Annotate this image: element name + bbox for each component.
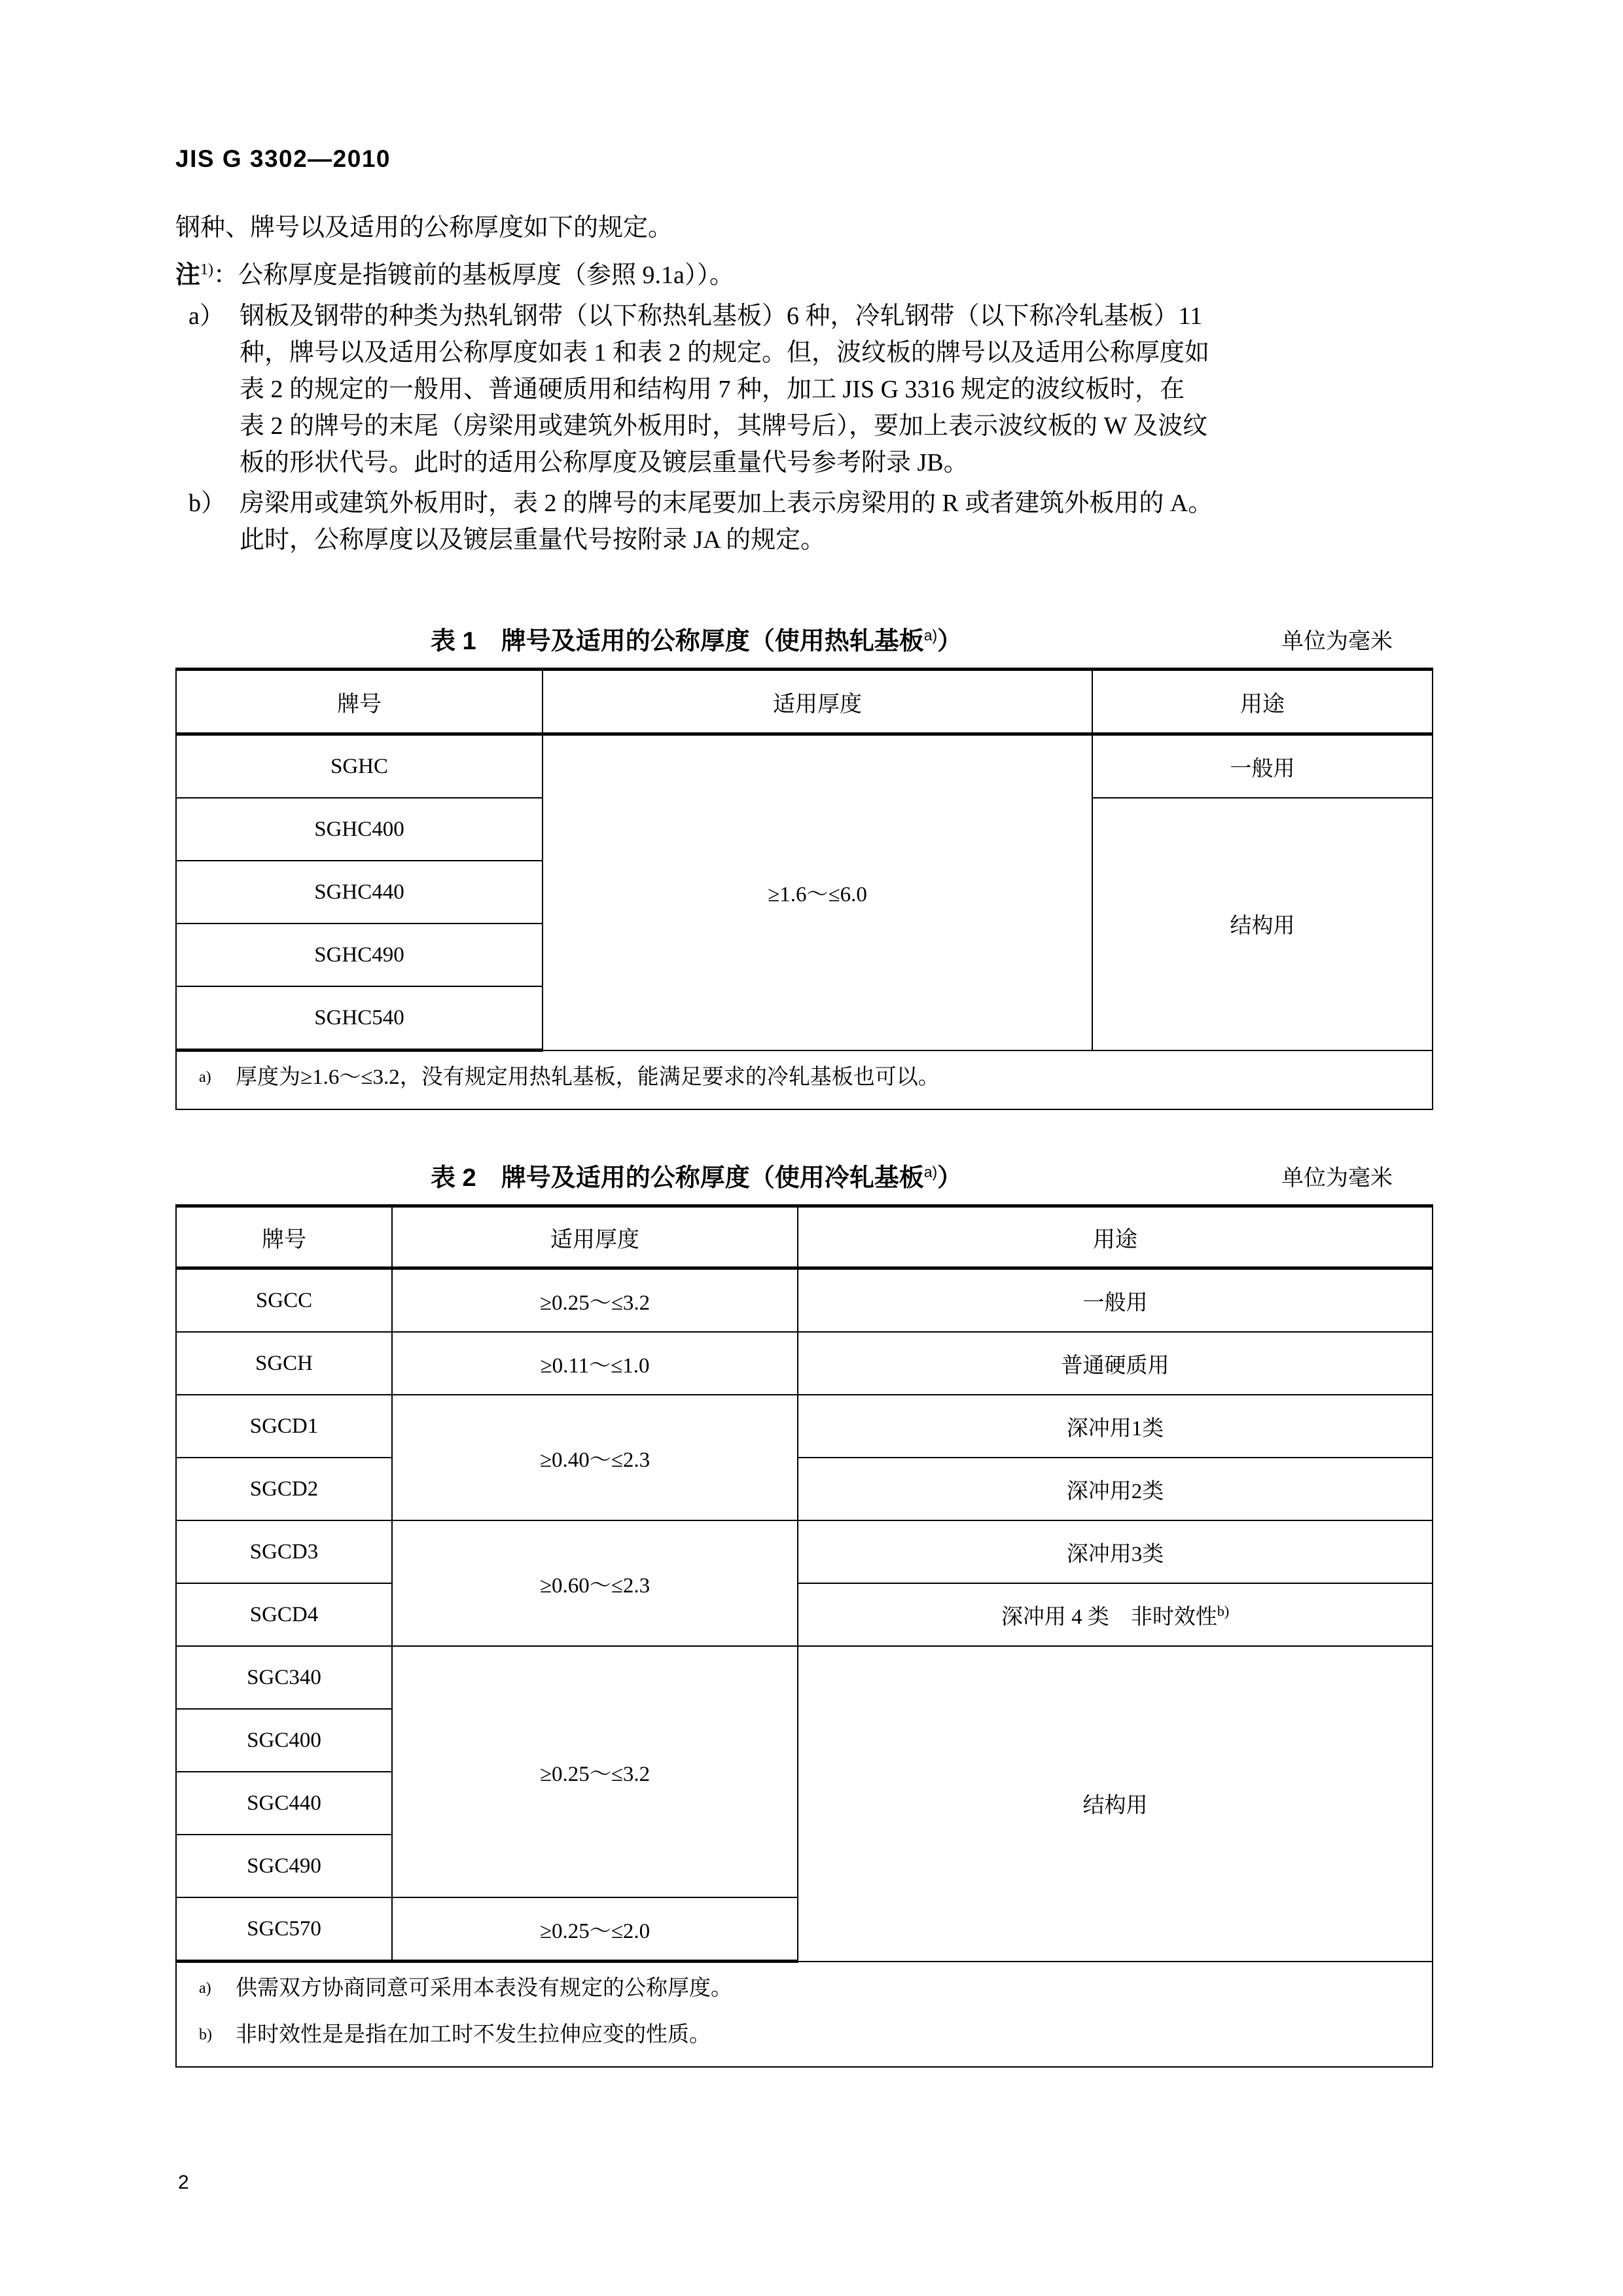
note-line	[175, 251, 1458, 294]
table2-thickness-sgch: ≥0.11～≤1.0	[392, 1332, 798, 1395]
table1-grade-4: SGHC490	[176, 924, 543, 986]
table2-unit-label: 单位为毫米	[1281, 1166, 1393, 1191]
table1-use-structural: 结构用	[1092, 798, 1433, 1050]
note-ref: 1)	[200, 261, 214, 278]
table2-thickness-sgcd34: ≥0.60～≤2.3	[392, 1520, 798, 1646]
table1-grade-3: SGHC440	[176, 861, 543, 924]
list-marker-b: b）	[188, 489, 226, 517]
table2-use-sgcc: 一般用	[798, 1268, 1433, 1333]
table-row	[176, 1332, 1433, 1395]
table2-use-sgch: 普通硬质用	[798, 1332, 1433, 1395]
table2-footnote-row-a	[176, 1962, 1433, 2015]
table1-footnote-mark-sup: a)	[199, 1069, 211, 1086]
table2-footnote-b-mark-sup: b)	[199, 2026, 212, 2043]
table2-grade-sgc440: SGC440	[176, 1772, 392, 1835]
list-a-line-5: 板的形状代号。此时的适用公称厚度及镀层重量代号参考附录 JB。	[240, 448, 969, 476]
intro-paragraph: 钢种、牌号以及适用的公称厚度如下的规定。	[175, 214, 673, 242]
table2-footnote-a-mark	[199, 1972, 236, 2011]
table2-caption-text: 表 2 牌号及适用的公称厚度（使用冷轧基板	[431, 1164, 924, 1192]
table2-footnote-a	[176, 1962, 1433, 2015]
list-b-line-1: 房梁用或建筑外板用时，表 2 的牌号的末尾要加上表示房梁用的 R 或者建筑外板用的 A。	[240, 489, 1213, 517]
table2	[175, 1204, 1433, 2068]
table2-footnote-a-text: 供需双方协商同意可采用本表没有规定的公称厚度。	[236, 1977, 732, 2000]
table-row	[176, 734, 1433, 798]
table2-use-structural: 结构用	[798, 1646, 1433, 1962]
list-item-a	[175, 298, 1458, 481]
table-row	[176, 1395, 1433, 1458]
table1-caption-suffix: ）	[937, 628, 963, 655]
table2-grade-sgc570: SGC570	[176, 1897, 392, 1962]
table-row	[176, 1646, 1433, 1709]
table2-caption-footnote-ref: a)	[923, 1163, 938, 1181]
table1-caption	[431, 620, 962, 656]
table2-grade-sgc490: SGC490	[176, 1835, 392, 1897]
table1-caption-text: 表 1 牌号及适用的公称厚度（使用热轧基板	[431, 628, 924, 655]
list-item-b	[175, 485, 1458, 558]
table-row	[176, 1583, 1433, 1646]
table1-caption-footnote-ref: a)	[923, 626, 938, 644]
table2-use-sgcd1: 深冲用1类	[798, 1395, 1433, 1458]
table-row	[176, 1458, 1433, 1520]
table1-footnote-row	[176, 1050, 1433, 1110]
table2-grade-sgch: SGCH	[176, 1332, 392, 1395]
table2-grade-sgc400: SGC400	[176, 1709, 392, 1772]
table2-use-sgcd3: 深冲用3类	[798, 1520, 1433, 1583]
note-label: 注	[175, 261, 201, 289]
table2-use-sgcd4	[798, 1583, 1433, 1646]
table1-grade-1: SGHC	[176, 734, 543, 798]
table2-use-sgcd4-text: 深冲用 4 类 非时效性	[1001, 1605, 1217, 1629]
table2-footnote-row-b	[176, 2015, 1433, 2067]
table1-grade-2: SGHC400	[176, 798, 543, 861]
table1	[175, 668, 1433, 1110]
table2-use-sgcd2: 深冲用2类	[798, 1458, 1433, 1520]
table-row	[176, 1520, 1433, 1583]
table1-col-grade: 牌号	[176, 670, 543, 734]
table2-col-use: 用途	[798, 1206, 1433, 1268]
table2-footnote-b-mark	[199, 2018, 236, 2057]
standard-header: JIS G 3302—2010	[175, 145, 391, 172]
table2-col-grade: 牌号	[176, 1206, 392, 1268]
table2-grade-sgc340: SGC340	[176, 1646, 392, 1709]
table2-col-thickness: 适用厚度	[392, 1206, 798, 1268]
table2-caption	[431, 1157, 962, 1193]
table2-grade-sgcd4: SGCD4	[176, 1583, 392, 1646]
table2-grade-sgcd3: SGCD3	[176, 1520, 392, 1583]
note-text: ：公称厚度是指镀前的基板厚度（参照 9.1a））。	[213, 261, 734, 289]
list-marker-a: a）	[188, 302, 224, 330]
table2-header-row	[176, 1206, 1433, 1268]
list-a-line-3: 表 2 的规定的一般用、普通硬质用和结构用 7 种，加工 JIS G 3316 规定的波纹板时，在	[240, 375, 1185, 403]
table2-thickness-sgcd12: ≥0.40～≤2.3	[392, 1395, 798, 1520]
table2-thickness-sgcc: ≥0.25～≤3.2	[392, 1268, 798, 1333]
list-a-line-2: 种，牌号以及适用公称厚度如表 1 和表 2 的规定。但，波纹板的牌号以及适用公称厚度如	[240, 338, 1210, 367]
list-b-line-2: 此时，公称厚度以及镀层重量代号按附录 JA 的规定。	[240, 526, 826, 554]
table2-caption-suffix: ）	[937, 1164, 963, 1192]
table1-col-use: 用途	[1092, 670, 1433, 734]
list-a-line-4: 表 2 的牌号的末尾（房梁用或建筑外板用时，其牌号后），要加上表示波纹板的 W 及波纹	[240, 412, 1208, 440]
table2-grade-sgcd1: SGCD1	[176, 1395, 392, 1458]
table1-unit-label: 单位为毫米	[1281, 630, 1393, 654]
table1-footnote-mark	[199, 1061, 236, 1100]
table1-thickness-all: ≥1.6～≤6.0	[543, 734, 1092, 1050]
table2-use-sgcd4-footnote-ref: b)	[1217, 1602, 1230, 1619]
table1-caption-row	[175, 620, 1458, 657]
body-text	[175, 209, 1458, 558]
table2-thickness-sgc-struct: ≥0.25～≤3.2	[392, 1646, 798, 1897]
table2-footnote-b-text: 非时效性是是指在加工时不发生拉伸应变的性质。	[236, 2023, 711, 2047]
table1-use-general: 一般用	[1092, 734, 1433, 798]
list-a-line-1: 钢板及钢带的种类为热轧钢带（以下称热轧基板）6 种，冷轧钢带（以下称冷轧基板）11	[240, 302, 1203, 330]
table2-caption-row	[175, 1157, 1458, 1194]
table1-grade-5: SGHC540	[176, 986, 543, 1050]
table2-thickness-sgc570: ≥0.25～≤2.0	[392, 1897, 798, 1962]
page-number: 2	[178, 2172, 189, 2193]
table1-footnote	[176, 1050, 1433, 1110]
table1-col-thickness: 适用厚度	[543, 670, 1092, 734]
table1-header-row	[176, 670, 1433, 734]
table2-grade-sgcc: SGCC	[176, 1268, 392, 1333]
table-row	[176, 1268, 1433, 1333]
table2-footnote-a-mark-sup: a)	[199, 1980, 211, 1997]
table2-grade-sgcd2: SGCD2	[176, 1458, 392, 1520]
table2-footnote-b	[176, 2015, 1433, 2067]
table1-footnote-text: 厚度为≥1.6～≤3.2，没有规定用热轧基板，能满足要求的冷轧基板也可以。	[236, 1066, 940, 1089]
